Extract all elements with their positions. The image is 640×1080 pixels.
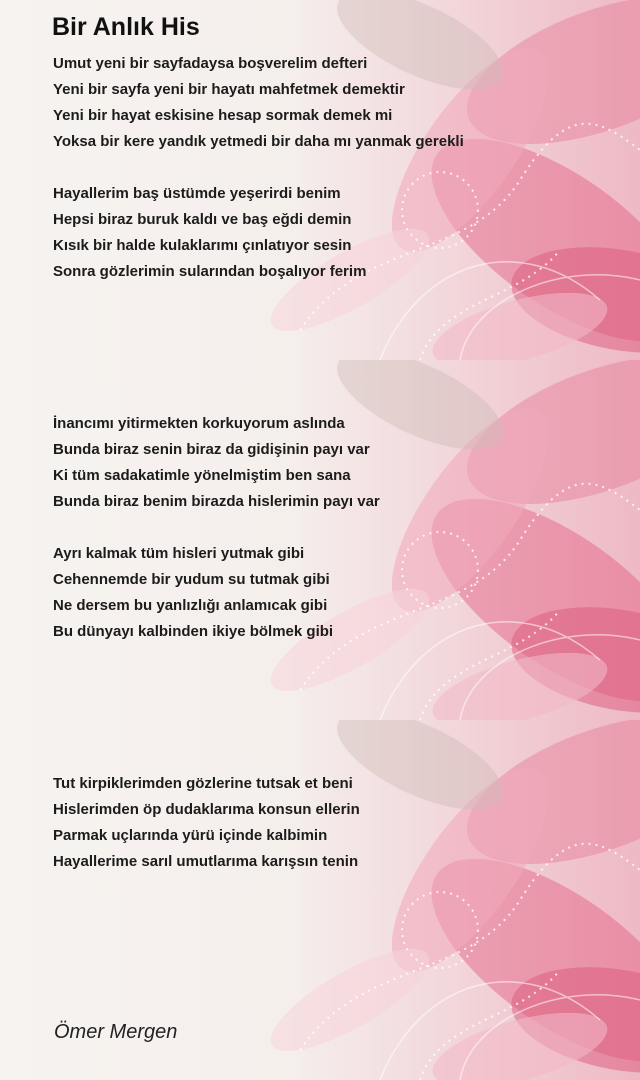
poem-line: Ayrı kalmak tüm hisleri yutmak gibi <box>53 545 305 562</box>
poem-line: İnancımı yitirmekten korkuyorum aslında <box>53 415 345 432</box>
poem-line: Hepsi biraz buruk kaldı ve baş eğdi demin <box>53 211 352 228</box>
poem-line: Yeni bir sayfa yeni bir hayatı mahfetmek demektir <box>53 81 405 98</box>
poem-line: Bunda biraz senin biraz da gidişinin payı var <box>53 441 370 458</box>
poem-line: Hayallerim baş üstümde yeşerirdi benim <box>53 185 341 202</box>
poem-line: Hayallerime sarıl umutlarıma karışsın tenin <box>53 853 359 870</box>
poem-title: Bir Anlık His <box>52 13 200 41</box>
poem-line: Bu dünyayı kalbinden ikiye bölmek gibi <box>53 623 334 640</box>
poem-line: Kısık bir halde kulaklarımı çınlatıyor sesin <box>53 237 352 254</box>
poem-line: Cehennemde bir yudum su tutmak gibi <box>53 571 330 588</box>
poem-line: Sonra gözlerimin sularından boşalıyor ferim <box>53 263 367 280</box>
poem-line: Ne dersem bu yanlızlığı anlamıcak gibi <box>53 597 328 614</box>
poem-line: Parmak uçlarında yürü içinde kalbimin <box>53 827 328 844</box>
poem-line: Ki tüm sadakatimle yönelmiştim ben sana <box>53 467 351 484</box>
poem-line: Umut yeni bir sayfadaysa boşverelim defteri <box>53 55 368 72</box>
poem-line: Hislerimden öp dudaklarıma konsun ellerin <box>53 801 360 818</box>
poem-line: Yeni bir hayat eskisine hesap sormak demek mi <box>53 107 393 124</box>
poem-author: Ömer Mergen <box>54 1021 178 1043</box>
poem-line: Bunda biraz benim birazda hislerimin payı var <box>53 493 380 510</box>
poem-line: Yoksa bir kere yandık yetmedi bir daha mı yanmak gerekli <box>53 133 464 150</box>
poem-line: Tut kirpiklerimden gözlerine tutsak et beni <box>53 775 353 792</box>
